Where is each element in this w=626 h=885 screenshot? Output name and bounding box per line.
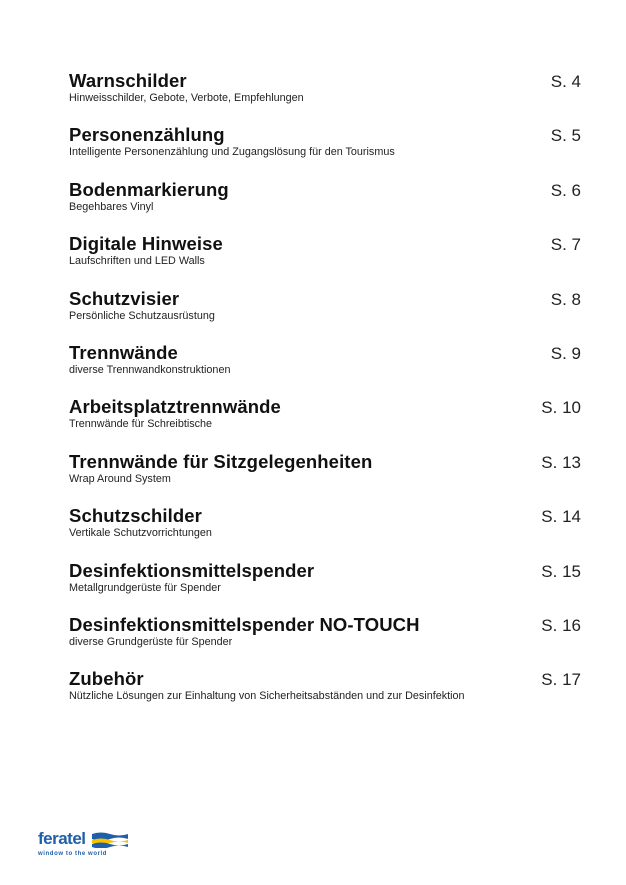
toc-entry-schutzvisier[interactable] [69, 288, 581, 342]
toc-entry-title: Trennwände [69, 341, 178, 363]
toc-entry-title: Desinfektionsmittelspender NO-TOUCH [69, 613, 420, 635]
toc-entry-digitale-hinweise[interactable] [69, 233, 581, 287]
toc-entry-subtitle: diverse Grundgerüste für Spender [69, 635, 233, 648]
toc-entry-subtitle: Laufschriften und LED Walls [69, 255, 205, 268]
logo-tagline: window to the world [38, 851, 108, 857]
toc-entry-subtitle: Persönliche Schutzausrüstung [69, 309, 215, 322]
toc-entry-page: S. 5 [550, 126, 581, 146]
toc-entry-page: S. 15 [541, 561, 581, 581]
toc-entry-subtitle: diverse Trennwandkonstruktionen [69, 363, 231, 376]
toc-entry-page: S. 6 [550, 180, 581, 200]
toc-entry-title: Warnschilder [69, 70, 187, 91]
toc-entry-subtitle: Metallgrundgerüste für Spender [69, 581, 221, 594]
toc-entry-title: Trennwände für Sitzgelegenheiten [69, 450, 373, 472]
table-of-contents [69, 70, 581, 723]
toc-entry-title: Schutzschilder [69, 505, 202, 527]
toc-entry-desinfektionsmittelspender[interactable] [69, 560, 581, 614]
toc-entry-title: Schutzvisier [69, 287, 180, 309]
toc-entry-title: Desinfektionsmittelspender [69, 559, 315, 581]
toc-entry-page: S. 7 [550, 235, 581, 255]
toc-entry-title: Zubehör [69, 668, 144, 690]
toc-entry-subtitle: Vertikale Schutzvorrichtungen [69, 527, 212, 540]
toc-entry-page: S. 9 [550, 343, 581, 363]
toc-entry-zubehoer[interactable] [69, 668, 581, 722]
toc-entry-trennwaende-sitzgelegenheiten[interactable] [69, 451, 581, 505]
feratel-logo [38, 829, 130, 865]
toc-entry-title: Bodenmarkierung [69, 178, 229, 200]
toc-entry-page: S. 10 [541, 398, 581, 418]
toc-entry-bodenmarkierung[interactable] [69, 179, 581, 233]
toc-entry-subtitle: Hinweisschilder, Gebote, Verbote, Empfehlungen [69, 92, 304, 104]
toc-entry-warnschilder[interactable] [69, 70, 581, 124]
toc-entry-subtitle: Nützliche Lösungen zur Einhaltung von Sicherheitsabständen und zur Desinfektion [69, 690, 465, 703]
toc-entry-page: S. 13 [541, 452, 581, 472]
toc-entry-page: S. 8 [550, 289, 581, 309]
flag-icon [92, 832, 128, 848]
toc-entry-page: S. 17 [541, 670, 581, 690]
toc-entry-page: S. 4 [550, 72, 581, 91]
logo-wordmark: feratel [38, 829, 86, 848]
toc-entry-page: S. 16 [541, 615, 581, 635]
toc-entry-title: Personenzählung [69, 124, 225, 146]
toc-entry-subtitle: Begehbares Vinyl [69, 200, 154, 213]
toc-entry-trennwaende[interactable] [69, 342, 581, 396]
toc-entry-page: S. 14 [541, 507, 581, 527]
toc-entry-schutzschilder[interactable] [69, 505, 581, 559]
toc-entry-subtitle: Wrap Around System [69, 472, 171, 485]
toc-entry-subtitle: Intelligente Personenzählung und Zugangslösung für den Tourismus [69, 146, 395, 159]
toc-entry-title: Digitale Hinweise [69, 233, 223, 255]
toc-entry-desinfektionsmittelspender-no-touch[interactable] [69, 614, 581, 668]
toc-entry-subtitle: Trennwände für Schreibtische [69, 418, 213, 431]
toc-entry-personenzaehlung[interactable] [69, 124, 581, 178]
toc-entry-arbeitsplatztrennwaende[interactable] [69, 396, 581, 450]
toc-entry-title: Arbeitsplatztrennwände [69, 396, 281, 418]
